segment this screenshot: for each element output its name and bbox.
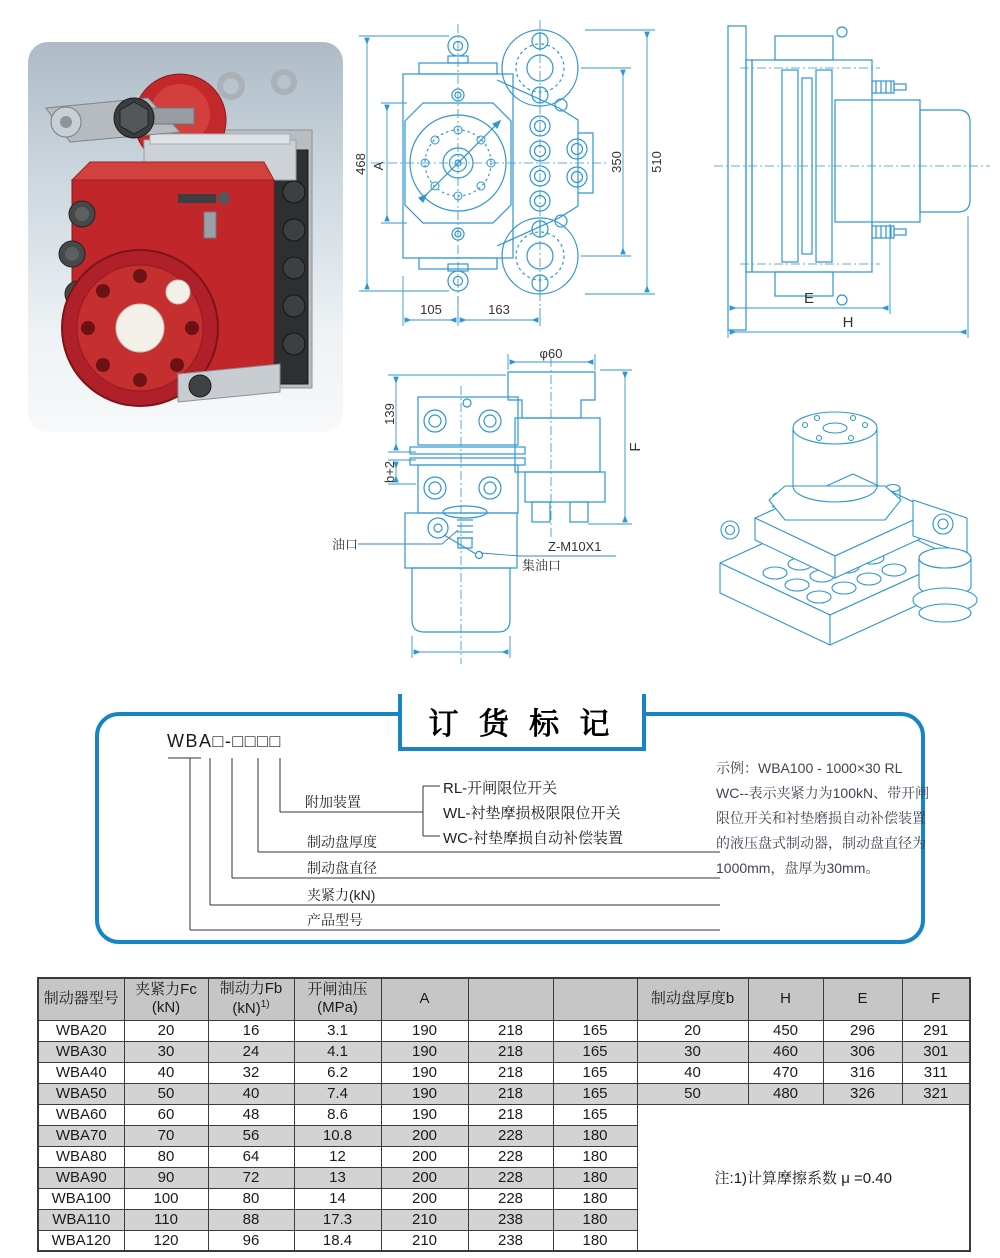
isometric-drawing [685, 368, 995, 658]
brake-photo-illustration [28, 42, 343, 432]
field-label-disc-diameter: 制动盘直径 [307, 860, 377, 876]
table-cell: 190 [381, 1083, 468, 1104]
dim-139: 139 [382, 403, 397, 425]
table-cell: 190 [381, 1104, 468, 1125]
table-cell: 24 [208, 1041, 294, 1062]
table-cell: 30 [124, 1041, 208, 1062]
table-cell: 8.6 [294, 1104, 381, 1125]
example-line: 的液压盘式制动器，制动盘直径为 [716, 835, 926, 851]
table-cell: WBA90 [38, 1167, 124, 1188]
table-cell: 470 [748, 1062, 823, 1083]
table-cell: 228 [468, 1167, 553, 1188]
table-cell: 180 [553, 1167, 637, 1188]
table-cell: WBA60 [38, 1104, 124, 1125]
example-line: 1000mm，盘厚为30mm。 [716, 860, 880, 876]
table-cell: WBA70 [38, 1125, 124, 1146]
table-cell: 48 [208, 1104, 294, 1125]
table-cell: 228 [468, 1125, 553, 1146]
table-cell: 311 [902, 1062, 970, 1083]
table-cell: 218 [468, 1041, 553, 1062]
table-cell: 13 [294, 1167, 381, 1188]
table-cell: 238 [468, 1230, 553, 1251]
dim-510: 510 [649, 151, 664, 173]
table-note: 注:1)计算摩擦系数 μ =0.40 [637, 1104, 970, 1251]
dim-350: 350 [609, 151, 624, 173]
example-line: WC--表示夹紧力为100kN、带开闸 [716, 785, 930, 801]
dim-468: 468 [353, 153, 368, 175]
label-oil-collect: 集油口 [522, 558, 562, 573]
table-cell: 20 [637, 1020, 748, 1041]
table-cell: 20 [124, 1020, 208, 1041]
table-cell: 200 [381, 1167, 468, 1188]
product-photo [28, 42, 343, 432]
dim-H: H [842, 314, 854, 331]
table-cell: 301 [902, 1041, 970, 1062]
table-cell: WBA110 [38, 1209, 124, 1230]
column-header: 制动力Fb (kN)$^{1)}$ [208, 978, 294, 1020]
field-label-clamping-force: 夹紧力(kN) [307, 887, 376, 903]
table-cell: 460 [748, 1041, 823, 1062]
table-cell: 180 [553, 1230, 637, 1251]
table-cell: 218 [468, 1020, 553, 1041]
table-cell: 180 [553, 1146, 637, 1167]
table-cell: 70 [124, 1125, 208, 1146]
table-cell: 210 [381, 1230, 468, 1251]
table-cell: 72 [208, 1167, 294, 1188]
spec-table-grid [37, 977, 971, 1252]
front-view-drawing [345, 8, 685, 348]
column-header: 夹紧力Fc (kN) [124, 978, 208, 1020]
table-cell: 218 [468, 1062, 553, 1083]
table-cell: WBA40 [38, 1062, 124, 1083]
table-cell: 30 [637, 1041, 748, 1062]
table-cell: 218 [468, 1083, 553, 1104]
table-cell: 480 [748, 1083, 823, 1104]
dim-F: F [627, 442, 644, 452]
table-cell: WBA20 [38, 1020, 124, 1041]
field-label-disc-thickness: 制动盘厚度 [307, 834, 377, 850]
example-line: 限位开关和衬垫磨损自动补偿装置 [716, 810, 926, 826]
table-cell: WBA120 [38, 1230, 124, 1251]
ordering-example [716, 756, 964, 881]
table-cell: 4.1 [294, 1041, 381, 1062]
table-cell: 10.8 [294, 1125, 381, 1146]
example-line: 示例：WBA100 - 1000×30 RL [716, 760, 903, 776]
table-cell: 200 [381, 1125, 468, 1146]
table-cell: 18.4 [294, 1230, 381, 1251]
field-label-product-model: 产品型号 [307, 912, 363, 928]
table-row [38, 1041, 970, 1062]
table-cell: 50 [124, 1083, 208, 1104]
table-cell: WBA80 [38, 1146, 124, 1167]
table-cell: 12 [294, 1146, 381, 1167]
table-header-row [38, 978, 970, 1020]
table-cell: 190 [381, 1062, 468, 1083]
table-cell: 326 [823, 1083, 902, 1104]
dim-163: 163 [488, 302, 510, 317]
table-cell: 165 [553, 1041, 637, 1062]
table-cell: 96 [208, 1230, 294, 1251]
table-cell: 64 [208, 1146, 294, 1167]
column-header: F [902, 978, 970, 1020]
dim-phi60: φ60 [539, 346, 563, 361]
table-cell: 40 [124, 1062, 208, 1083]
table-cell: 6.2 [294, 1062, 381, 1083]
column-header: H [748, 978, 823, 1020]
section-view-drawing [330, 342, 675, 674]
table-cell: 88 [208, 1209, 294, 1230]
table-cell: 180 [553, 1188, 637, 1209]
table-cell: 32 [208, 1062, 294, 1083]
table-cell: 165 [553, 1020, 637, 1041]
table-cell: WBA100 [38, 1188, 124, 1209]
table-cell: 120 [124, 1230, 208, 1251]
side-view-drawing [690, 8, 1000, 348]
table-cell: 228 [468, 1146, 553, 1167]
table-cell: 306 [823, 1041, 902, 1062]
table-cell: 296 [823, 1020, 902, 1041]
label-thread: Z-M10X1 [548, 539, 602, 554]
table-cell: 321 [902, 1083, 970, 1104]
dim-A: A [371, 161, 386, 171]
table-cell: 450 [748, 1020, 823, 1041]
table-cell: 7.4 [294, 1083, 381, 1104]
table-cell: 17.3 [294, 1209, 381, 1230]
table-row [38, 1104, 970, 1125]
table-cell: 60 [124, 1104, 208, 1125]
table-row [38, 1020, 970, 1041]
field-label-additional-device: 附加装置 [305, 794, 361, 810]
option-wc: WC-衬垫摩损自动补偿装置 [443, 830, 623, 847]
table-cell: 210 [381, 1209, 468, 1230]
table-cell: 50 [637, 1083, 748, 1104]
table-cell: 291 [902, 1020, 970, 1041]
table-cell: 14 [294, 1188, 381, 1209]
column-header: 制动器型号 [38, 978, 124, 1020]
table-cell: 190 [381, 1020, 468, 1041]
column-header [468, 978, 553, 1020]
table-row [38, 1062, 970, 1083]
dim-E: E [803, 290, 815, 307]
table-cell: 200 [381, 1188, 468, 1209]
table-cell: 100 [124, 1188, 208, 1209]
table-cell: 40 [208, 1083, 294, 1104]
table-cell: 218 [468, 1104, 553, 1125]
table-cell: 190 [381, 1041, 468, 1062]
column-header [553, 978, 637, 1020]
table-cell: 110 [124, 1209, 208, 1230]
table-cell: WBA30 [38, 1041, 124, 1062]
column-header: 制动盘厚度b [637, 978, 748, 1020]
table-cell: 16 [208, 1020, 294, 1041]
column-header: E [823, 978, 902, 1020]
table-cell: 228 [468, 1188, 553, 1209]
ordering-title-tab [398, 694, 646, 751]
table-cell: 200 [381, 1146, 468, 1167]
table-cell: 56 [208, 1125, 294, 1146]
table-cell: WBA50 [38, 1083, 124, 1104]
table-cell: 180 [553, 1125, 637, 1146]
spec-table [37, 977, 971, 1252]
table-cell: 180 [553, 1209, 637, 1230]
table-cell: 238 [468, 1209, 553, 1230]
table-cell: 165 [553, 1062, 637, 1083]
column-header: 开闸油压 (MPa) [294, 978, 381, 1020]
label-oil-port: 油口 [332, 537, 359, 552]
dim-b2: b+2 [382, 460, 397, 484]
column-header: A [381, 978, 468, 1020]
option-rl: RL-开闸限位开关 [443, 780, 558, 797]
dim-105: 105 [420, 302, 442, 317]
table-cell: 80 [208, 1188, 294, 1209]
table-row [38, 1083, 970, 1104]
table-cell: 316 [823, 1062, 902, 1083]
table-cell: 3.1 [294, 1020, 381, 1041]
table-cell: 90 [124, 1167, 208, 1188]
table-cell: 80 [124, 1146, 208, 1167]
model-code: WBA□-□□□□ [167, 731, 282, 751]
table-cell: 40 [637, 1062, 748, 1083]
table-cell: 165 [553, 1083, 637, 1104]
table-cell: 165 [553, 1104, 637, 1125]
ordering-title: 订 货 标 记 [428, 707, 616, 741]
option-wl: WL-衬垫摩损极限限位开关 [443, 805, 621, 822]
